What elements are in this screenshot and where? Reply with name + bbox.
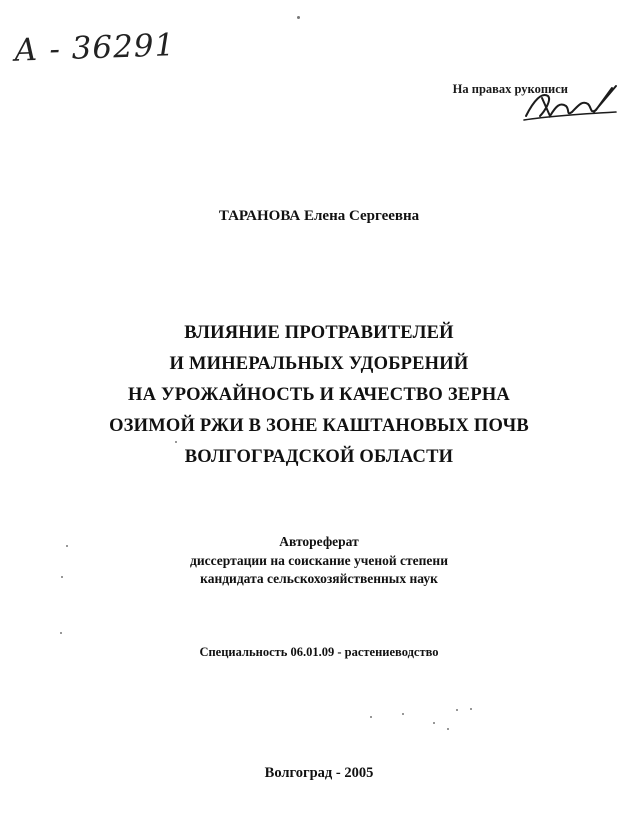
abstract-block bbox=[0, 533, 638, 589]
abstract-line: диссертации на соискание ученой степени bbox=[190, 552, 448, 568]
scan-speck bbox=[61, 576, 63, 578]
title-line: ОЗИМОЙ РЖИ В ЗОНЕ КАШТАНОВЫХ ПОЧВ bbox=[109, 416, 529, 436]
title-line: И МИНЕРАЛЬНЫХ УДОБРЕНИЙ bbox=[169, 354, 469, 374]
scan-speck bbox=[470, 708, 472, 710]
specialty-line: Специальность 06.01.09 - растениеводство bbox=[199, 645, 439, 659]
scan-speck bbox=[370, 716, 372, 718]
author-name: ТАРАНОВА Елена Сергеевна bbox=[218, 208, 420, 224]
handwritten-archive-number: А - 36291 bbox=[13, 27, 176, 69]
scan-speck bbox=[60, 632, 62, 634]
scan-speck bbox=[447, 728, 449, 730]
title-line: ВЛИЯНИЕ ПРОТРАВИТЕЛЕЙ bbox=[184, 323, 454, 343]
abstract-heading: Автореферат bbox=[279, 534, 359, 549]
city-year: Волгоград - 2005 bbox=[264, 765, 374, 781]
scan-speck bbox=[297, 16, 300, 19]
handwritten-signature bbox=[520, 82, 620, 126]
title-line: НА УРОЖАЙНОСТЬ И КАЧЕСТВО ЗЕРНА bbox=[128, 385, 510, 405]
dissertation-title bbox=[0, 318, 638, 473]
abstract-line: кандидата сельскохозяйственных наук bbox=[200, 571, 438, 586]
manuscript-rights-note: На правах рукописи bbox=[452, 82, 568, 96]
scan-speck bbox=[433, 722, 435, 724]
scan-speck bbox=[456, 709, 458, 711]
scan-speck bbox=[175, 441, 177, 443]
scan-speck bbox=[66, 545, 68, 547]
scan-speck bbox=[402, 713, 404, 715]
title-line: ВОЛГОГРАДСКОЙ ОБЛАСТИ bbox=[184, 447, 454, 467]
